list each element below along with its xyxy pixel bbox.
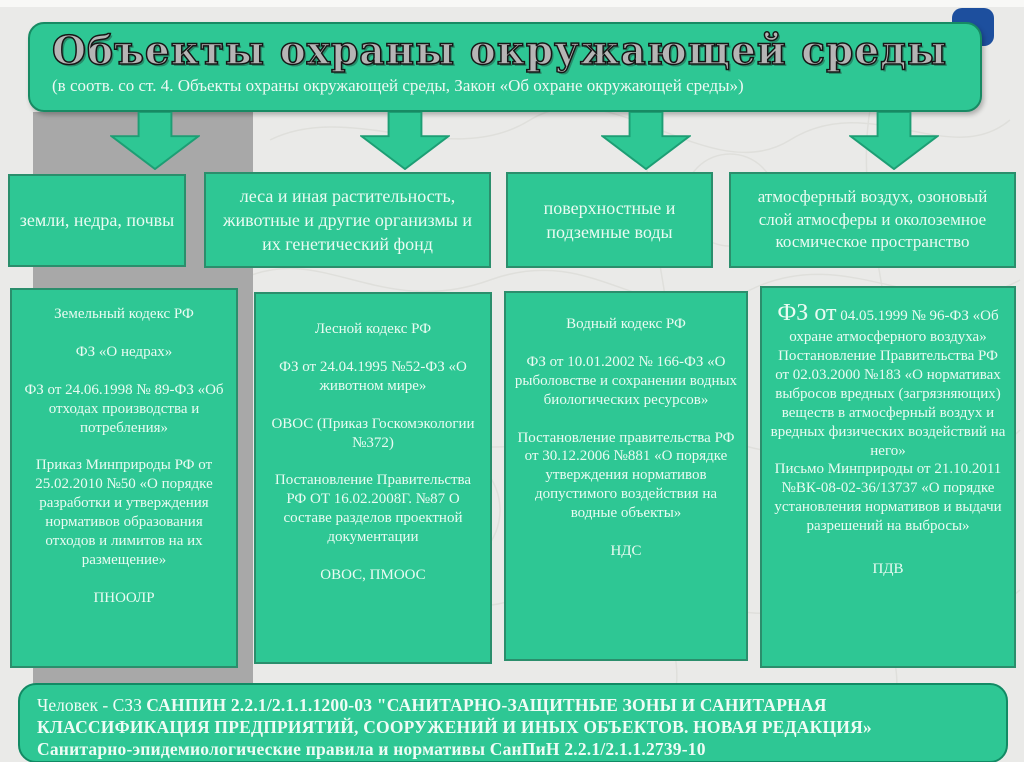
header-banner (28, 22, 982, 112)
doc-paragraph: Лесной кодекс РФ (314, 321, 432, 337)
slide-title: Объекты охраны окружающей среды (52, 28, 948, 74)
down-arrow-icon-2 (360, 112, 450, 170)
category-label: поверхностные и подземные воды (543, 197, 676, 242)
category-label: земли, недра, почвы (19, 210, 175, 231)
doc-paragraph: Постановление Правительства РФ от 02.03.2000 №183 «О нормативах выбросов вредных (загрязняющих) веществ в атмосферный воздух и вредных физических воздействий на него» (770, 348, 1006, 459)
down-arrow-icon-3 (601, 112, 691, 170)
doc-paragraph: ФЗ от 24.04.1995 №52-ФЗ «О животном мире» (279, 358, 467, 394)
doc-paragraph: ФЗ от 10.01.2002 № 166-ФЗ «О рыболовстве и сохранении водных биологических ресурсов» (514, 353, 738, 408)
doc-paragraph: Письмо Минприроды от 21.10.2011 №ВК-08-02-36/13737 «О порядке установления нормативов и выдачи разрешений на выбросы» (774, 461, 1002, 535)
doc-paragraph: ПНООЛР (93, 589, 155, 606)
doc-paragraph: ОВОС, ПМООС (320, 567, 426, 584)
slide-subtitle: (в соотв. со ст. 4. Объекты охраны окружающей среды, Закон «Об охране окружающей среды») (52, 75, 744, 95)
doc-paragraph: ФЗ от 24.06.1998 № 89-ФЗ «Об отходах производства и потребления» (24, 381, 224, 436)
footer-line2-text: Санитарно-эпидемиологические правила и нормативы СанПиН 2.2.1/2.1.1.2739-10 (37, 739, 706, 759)
doc-paragraph: Земельный кодекс РФ (54, 306, 194, 322)
docs-box-land (10, 288, 238, 668)
category-label: леса и иная растительность, животные и другие организмы и их генетический фонд (223, 185, 472, 255)
docs-box-air (760, 286, 1016, 668)
doc-paragraph: НДС (610, 543, 642, 560)
doc-paragraph: ОВОС (Приказ Госкомэкологии №372) (271, 415, 475, 451)
down-arrow-icon-4 (849, 112, 939, 170)
fz-rest-text: 04.05.1999 № 96-ФЗ «Об охране атмосферного воздуха» (789, 308, 999, 346)
category-label: атмосферный воздух, озоновый слой атмосферы и околоземное космическое пространство (757, 186, 988, 252)
docs-box-water (504, 291, 748, 661)
doc-paragraph: Постановление Правительства РФ ОТ 16.02.2008Г. №87 О составе разделов проектной документации (274, 472, 472, 546)
category-box-forest (204, 172, 491, 268)
doc-paragraph: ПДВ (872, 561, 904, 578)
doc-paragraph: Постановление правительства РФ от 30.12.2006 №881 «О порядке утверждения нормативов допустимого воздействия на водные объекты» (517, 429, 735, 522)
top-strip (0, 0, 1024, 7)
down-arrow-icon-1 (110, 112, 200, 170)
doc-paragraph (770, 298, 1006, 347)
fz-large-text: ФЗ от (777, 300, 837, 326)
category-box-water (506, 172, 713, 268)
docs-box-forest (254, 292, 492, 664)
doc-paragraph: ФЗ «О недрах» (75, 343, 173, 360)
footer-banner (18, 683, 1008, 763)
category-box-air (729, 172, 1016, 268)
doc-paragraph: Приказ Минприроды РФ от 25.02.2010 №50 «О порядке разработки и утверждения нормативов образования отходов и лимитов на их размещение» (35, 457, 213, 568)
doc-paragraph: Водный кодекс РФ (566, 316, 686, 332)
footer-emphasis-text: САНПИН 2.2.1/2.1.1.1200-03 "САНИТАРНО-ЗАЩИТНЫЕ ЗОНЫ И САНИТАРНАЯ КЛАССИФИКАЦИЯ ПРЕДПРИЯТИЙ, СООРУЖЕНИЙ И ИНЫХ ОБЪЕКТОВ. НОВАЯ РЕДАКЦИЯ» (37, 695, 872, 737)
category-box-land (8, 174, 186, 267)
footer-lead-text: Человек - СЗЗ (37, 695, 147, 715)
bottom-strip (0, 762, 1024, 767)
